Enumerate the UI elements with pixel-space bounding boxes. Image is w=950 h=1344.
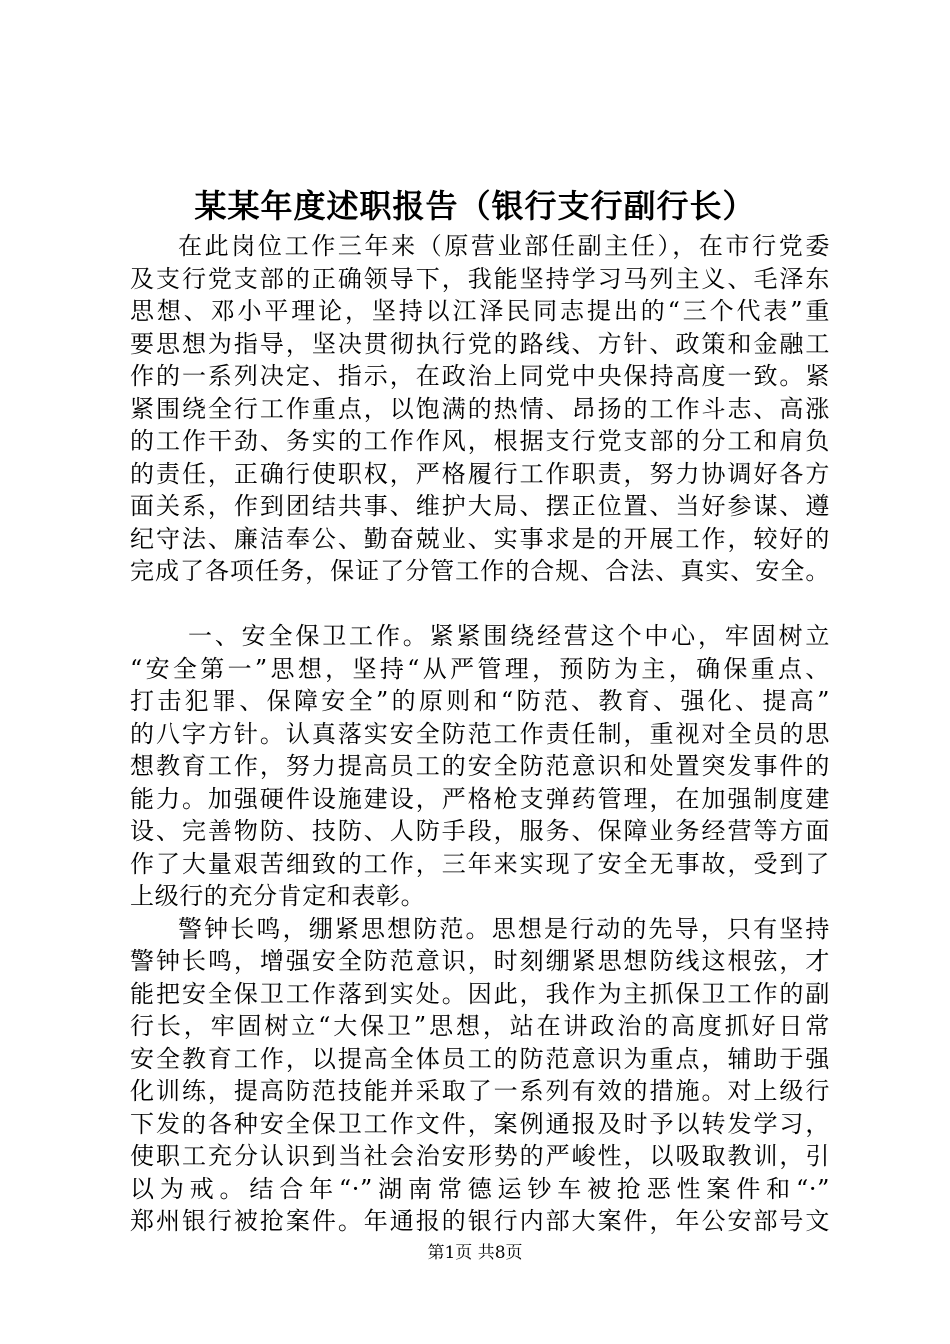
- paragraph-security-work: [130, 620, 830, 913]
- text-line: 在此岗位工作三年来（原营业部任副主任），在市行党委: [178, 232, 830, 260]
- text-line: 紧围绕全行工作重点，以饱满的热情、昂扬的工作斗志、高涨: [130, 394, 830, 423]
- paragraph-intro: [130, 230, 830, 588]
- text-line: 警钟长鸣，绷紧思想防范。思想是行动的先导，只有坚持: [178, 914, 830, 943]
- text-line: 作的一系列决定、指示，在政治上同党中央保持高度一致。紧: [130, 362, 830, 390]
- document-body: [130, 230, 830, 1238]
- text-line: 设、完善物防、技防、人防手段，服务、保障业务经营等方面: [130, 817, 830, 845]
- text-line: 及支行党支部的正确领导下，我能坚持学习马列主义、毛泽东: [130, 264, 830, 293]
- document-title: 某某年度述职报告（银行支行副行长）: [194, 187, 756, 225]
- text-line: 能力。加强硬件设施建设，严格枪支弹药管理，在加强制度建: [130, 784, 830, 813]
- text-line: 思想、邓小平理论，坚持以江泽民同志提出的“三个代表”重: [130, 297, 830, 325]
- text-line: 作了大量艰苦细致的工作，三年来实现了安全无事故，受到了: [130, 849, 830, 878]
- text-line: 的责任，正确行使职权，严格履行工作职责，努力协调好各方: [130, 459, 830, 488]
- text-line: 化训练，提高防范技能并采取了一系列有效的措施。对上级行: [130, 1077, 830, 1105]
- text-line: 行长，牢固树立“大保卫”思想，站在讲政治的高度抓好日常: [130, 1012, 830, 1040]
- text-line: 想教育工作，努力提高员工的安全防范意识和处置突发事件的: [130, 752, 830, 780]
- text-line: 完成了各项任务，保证了分管工作的合规、合法、真实、安全。: [130, 557, 830, 585]
- paragraph-alarm-bell: [130, 913, 830, 1238]
- text-line: 要思想为指导，坚决贯彻执行党的路线、方针、政策和金融工: [130, 329, 830, 358]
- text-line: “安全第一”思想，坚持“从严管理，预防为主，确保重点、: [130, 654, 830, 683]
- paragraph-gap: [130, 588, 830, 621]
- text-line: 以为戒。结合年“·”湖南常德运钞车被抢恶性案件和“·”: [130, 1174, 830, 1203]
- text-line: 纪守法、廉洁奉公、勤奋兢业、实事求是的开展工作，较好的: [130, 524, 830, 553]
- text-line: 的八字方针。认真落实安全防范工作责任制，重视对全员的思: [130, 719, 830, 748]
- text-line: 警钟长鸣，增强安全防范意识，时刻绷紧思想防线这根弦，才: [130, 947, 830, 975]
- text-line: 一、安全保卫工作。紧紧围绕经营这个中心，牢固树立: [188, 622, 830, 650]
- text-line: 打击犯罪、保障安全”的原则和“防范、教育、强化、提高”: [130, 687, 830, 715]
- text-line: 能把安全保卫工作落到实处。因此，我作为主抓保卫工作的副: [130, 979, 830, 1008]
- text-line: 面关系，作到团结共事、维护大局、摆正位置、当好参谋、遵: [130, 492, 830, 520]
- text-line: 安全教育工作，以提高全体员工的防范意识为重点，辅助于强: [130, 1044, 830, 1073]
- text-line: 郑州银行被抢案件。年通报的银行内部大案件，年公安部号文: [130, 1207, 830, 1235]
- text-line: 使职工充分认识到当社会治安形势的严峻性，以吸取教训，引: [130, 1142, 830, 1170]
- text-line: 下发的各种安全保卫工作文件，案例通报及时予以转发学习，: [130, 1109, 830, 1138]
- text-line: 上级行的充分肯定和表彰。: [130, 882, 426, 910]
- text-line: 的工作干劲、务实的工作作风，根据支行党支部的分工和肩负: [130, 427, 830, 455]
- page-footer: 第1页 共8页: [427, 1243, 523, 1263]
